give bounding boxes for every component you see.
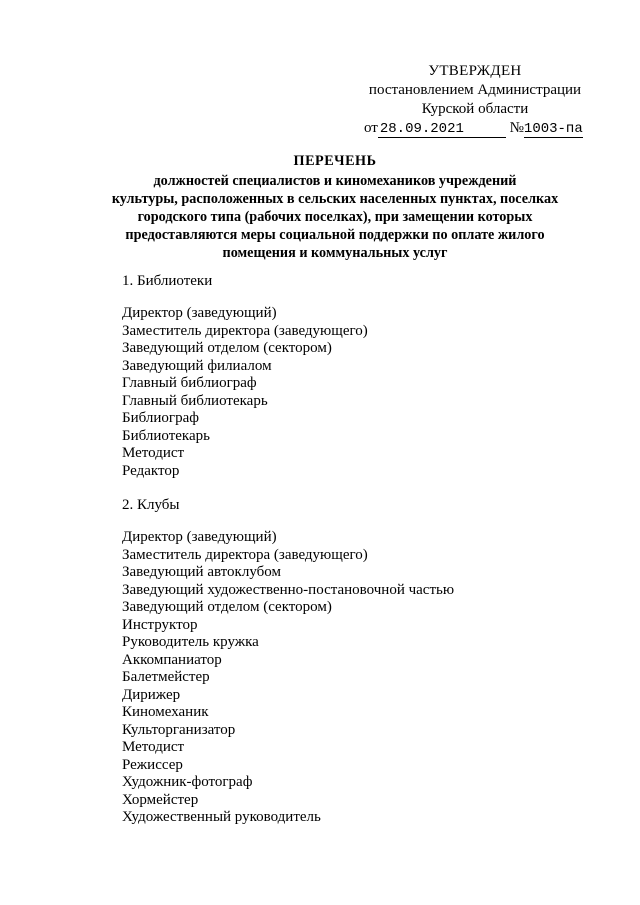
list-item: Заведующий филиалом: [122, 357, 272, 374]
number-prefix: №: [509, 120, 524, 136]
approval-region: Курской области: [421, 101, 529, 117]
date-prefix: от: [364, 120, 378, 136]
approval-title: УТВЕРЖДЕН: [428, 63, 522, 79]
list-item: Руководитель кружка: [122, 634, 259, 650]
section-title-clubs: 2. Клубы: [122, 497, 180, 513]
heading-line: культуры, расположенных в сельских населенных пунктах, поселках: [111, 191, 559, 207]
approval-authority: постановлением Администрации: [368, 82, 582, 98]
list-item: Дирижер: [122, 686, 181, 703]
list-item: Библиограф: [122, 410, 199, 426]
list-item: Балетмейстер: [122, 669, 210, 685]
approval-date-line: [350, 119, 600, 138]
heading-line: городского типа (рабочих поселках), при замещении которых: [137, 209, 533, 225]
list-item: Аккомпаниатор: [122, 651, 222, 668]
heading-line: предоставляются меры социальной поддержки по оплате жилого: [125, 227, 545, 243]
list-item: Заместитель директора (заведующего): [122, 546, 368, 563]
document-title: ПЕРЕЧЕНЬ: [293, 153, 377, 169]
list-item: Киномеханик: [122, 704, 209, 720]
list-item: Редактор: [122, 462, 180, 479]
list-item: Библиотекарь: [122, 427, 210, 444]
list-item: Главный библиотекарь: [122, 392, 268, 409]
list-item: Режиссер: [122, 756, 183, 773]
list-item: Директор (заведующий): [122, 305, 277, 321]
list-item: Заведующий отделом (сектором): [122, 340, 332, 356]
list-item: Методист: [122, 739, 185, 755]
list-item: Директор (заведующий): [122, 529, 277, 545]
list-item: Заведующий художественно-постановочной частью: [122, 581, 455, 598]
list-item: Методист: [122, 445, 185, 461]
list-item: Главный библиограф: [122, 375, 257, 391]
approval-block: [350, 62, 600, 138]
list-item: Художник-фотограф: [122, 774, 253, 790]
heading-line: помещения и коммунальных услуг: [222, 245, 448, 261]
heading-line: должностей специалистов и киномехаников учреждений: [153, 173, 517, 189]
approval-date: 28.09.2021: [378, 121, 506, 138]
list-item: Инструктор: [122, 616, 198, 633]
list-item: Заведующий автоклубом: [122, 564, 281, 580]
document-heading: [70, 152, 600, 262]
clubs-list: [122, 529, 454, 827]
approval-number: 1003-па: [523, 121, 583, 137]
list-item: Заместитель директора (заведующего): [122, 322, 368, 339]
list-item: Художественный руководитель: [122, 809, 321, 825]
list-item: Заведующий отделом (сектором): [122, 599, 332, 615]
list-item: Культорганизатор: [122, 721, 236, 738]
libraries-list: [122, 305, 368, 480]
section-title-libraries: 1. Библиотеки: [122, 273, 213, 289]
list-item: Хормейстер: [122, 791, 199, 808]
